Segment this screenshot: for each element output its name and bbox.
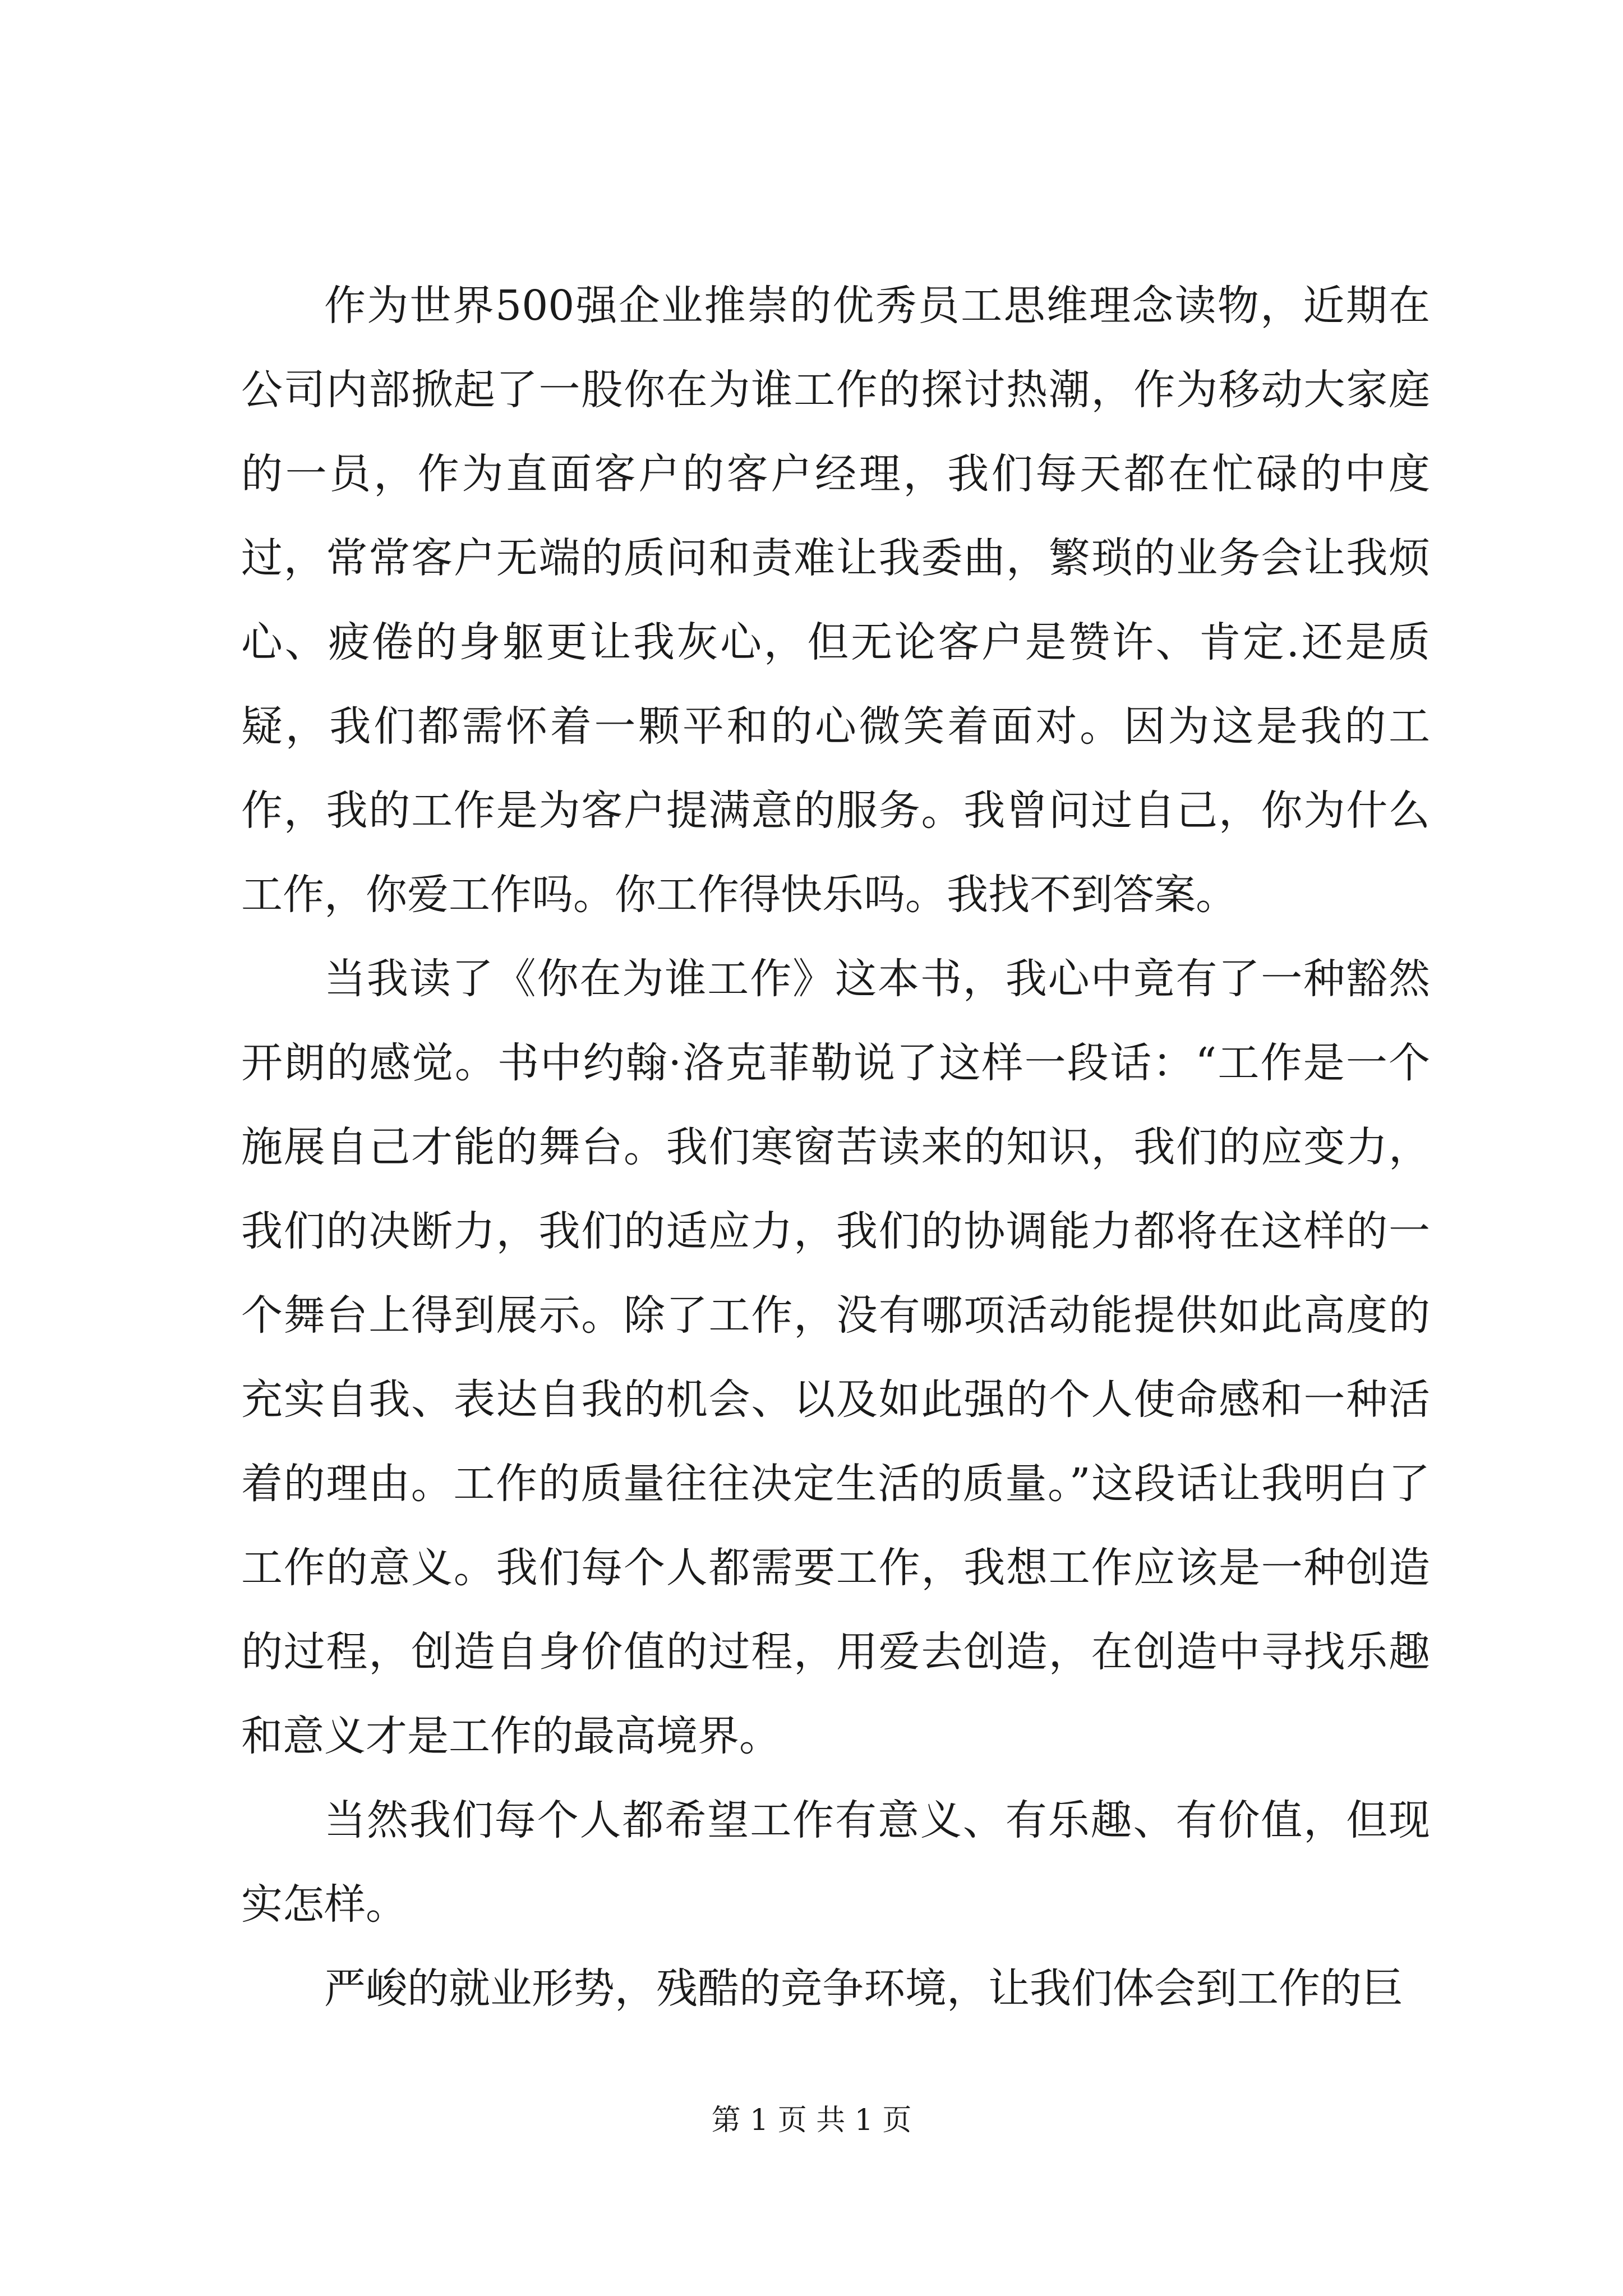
paragraph-3: 当然我们每个人都希望工作有意义、有乐趣、有价值，但现实怎样。: [241, 1796, 1430, 1929]
paragraph-4: 严峻的就业形势，残酷的竞争环境，让我们体会到工作的巨: [324, 1964, 1403, 2013]
page-footer: [0, 2101, 1623, 2140]
paragraph-2: 当我读了《你在为谁工作》这本书，我心中竟有了一种豁然开朗的感觉。书中约翰·洛克菲勒说了这样一段话：“工作是一个施展自己才能的舞台。我们寒窗苦读来的知识，我们的应变力，我们的决断力，我们的适应力，我们的协调能力都将在这样的一个舞台上得到展示。除了工作，没有哪项活动能提供如此高度的充实自我、表达自我的机会、以及如此强的个人使命感和一种活着的理由。工作的质量往往决定生活的质量。”这段话让我明白了工作的意义。我们每个人都需要工作，我想工作应该是一种创造的过程，创造自身价值的过程，用爱去创造，在创造中寻找乐趣和意义才是工作的最高境界。: [241, 955, 1430, 1760]
paragraph-1: 作为世界500强企业推崇的优秀员工思维理念读物，近期在公司内部掀起了一股你在为谁工作的探讨热潮，作为移动大家庭的一员，作为直面客户的客户经理，我们每天都在忙碌的中度过，常常客户无端的质问和责难让我委曲，繁琐的业务会让我烦心、疲倦的身躯更让我灰心，但无论客户是赞许、肯定.还是质疑，我们都需怀着一颗平和的心微笑着面对。因为这是我的工作，我的工作是为客户提满意的服务。我曾问过自己，你为什么工作，你爱工作吗。你工作得快乐吗。我找不到答案。: [241, 282, 1430, 919]
document-body: [241, 264, 1430, 2031]
page-number-label: 第 1 页 共 1 页: [711, 2104, 912, 2137]
